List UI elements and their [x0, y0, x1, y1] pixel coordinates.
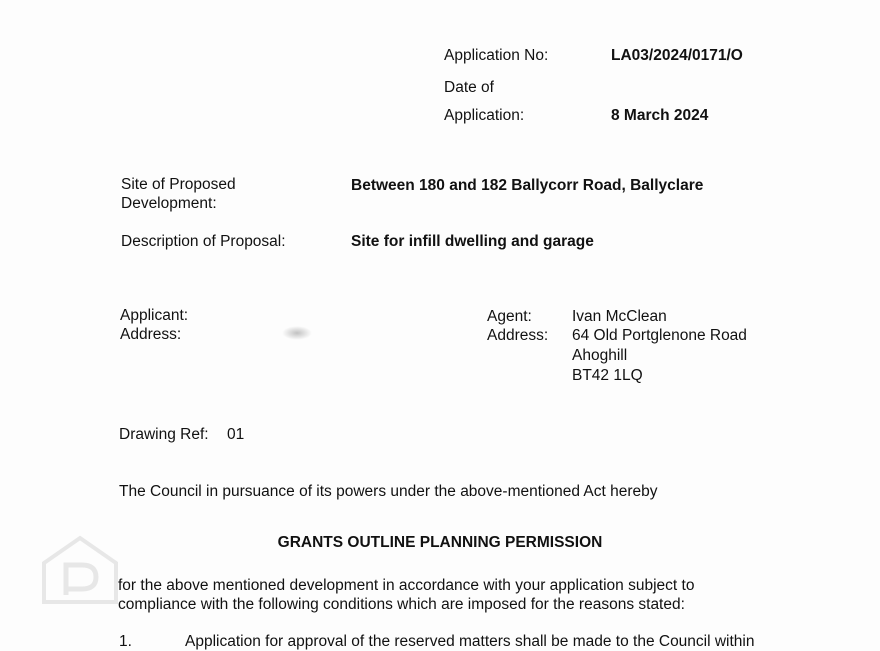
date-label-line2: Application:	[444, 107, 525, 124]
agent-address-line2: Ahoghill	[572, 347, 628, 364]
drawing-ref-label: Drawing Ref:	[119, 426, 209, 443]
applicant-label: Applicant:	[120, 307, 189, 324]
description-label: Description of Proposal:	[121, 233, 286, 250]
intro-text: The Council in pursuance of its powers under the above-mentioned Act hereby	[119, 483, 658, 500]
redacted-smudge	[282, 326, 312, 340]
paragraph-line1: for the above mentioned development in accordance with your application subject to	[118, 577, 695, 594]
application-no-label: Application No:	[444, 47, 549, 64]
site-value: Between 180 and 182 Ballycorr Road, Ballyclare	[351, 177, 704, 194]
grant-heading: GRANTS OUTLINE PLANNING PERMISSION	[277, 534, 603, 551]
site-label-line1: Site of Proposed	[121, 176, 236, 193]
paragraph-line2: compliance with the following conditions which are imposed for the reasons stated:	[118, 596, 685, 613]
description-value: Site for infill dwelling and garage	[351, 233, 594, 250]
date-label-line1: Date of	[444, 79, 494, 96]
applicant-address-label: Address:	[120, 326, 182, 343]
property-watermark-icon	[40, 535, 120, 605]
agent-address-label: Address:	[487, 327, 549, 344]
date-value: 8 March 2024	[611, 107, 709, 124]
site-label-line2: Development:	[121, 195, 217, 212]
agent-address-line1: 64 Old Portglenone Road	[572, 327, 747, 344]
condition-number: 1.	[119, 633, 132, 650]
application-no-value: LA03/2024/0171/O	[611, 47, 743, 64]
agent-address-line3: BT42 1LQ	[572, 367, 643, 384]
agent-label: Agent:	[487, 308, 532, 325]
agent-name: Ivan McClean	[572, 308, 667, 325]
condition-text: Application for approval of the reserved matters shall be made to the Council within	[185, 633, 755, 650]
drawing-ref-value: 01	[227, 426, 245, 443]
